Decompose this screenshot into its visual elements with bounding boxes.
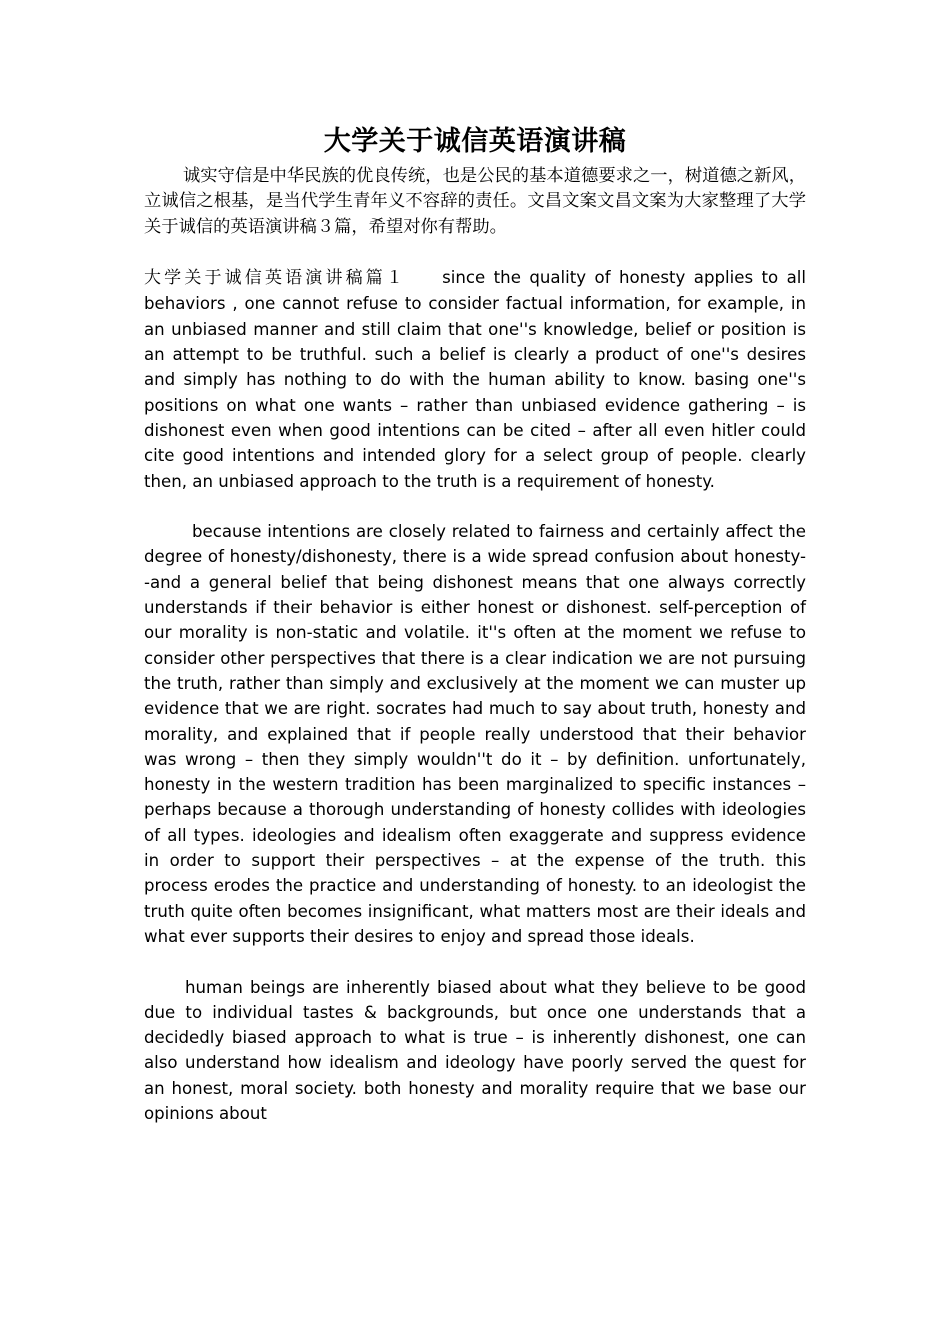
section1-heading: 大学关于诚信英语演讲稿篇１ [144,268,407,289]
section1-paragraph [144,265,806,494]
paragraph2: because intentions are closely related to fairness and certainly affect the degree of honesty/dishonesty, there is a wide spread confusion about honesty--and a general belief that being dishonest means that one always correctly understands if their behavior is either honest or dishonest. self-perception of our morality is non-static and volatile. it''s often at the moment we refuse to consider other perspectives that there is a clear indication we are not pursuing the truth, rather than simply and exclusively at the moment we can muster up evidence that we are right. socrates had much to say about truth, honesty and morality, and explained that if people really understood that their behavior was wrong – then they simply wouldn''t do it – by definition. unfortunately, honesty in the western tradition has been marginalized to specific instances – perhaps because a thorough understanding of honesty collides with ideologies of all types. ideologies and idealism often exaggerate and suppress evidence in order to support their perspectives – at the expense of the truth. this process erodes the practice and understanding of honesty. to an ideologist the truth quite often becomes insignificant, what matters most are their ideals and what ever supports their desires to enjoy and spread those ideals. [144,522,806,946]
paragraph-spacer [144,494,806,519]
document-page [144,120,806,1126]
document-title: 大学关于诚信英语演讲稿 [323,126,627,157]
intro-paragraph: 诚实守信是中华民族的优良传统，也是公民的基本道德要求之一，树道德之新风，立诚信之根基，是当代学生青年义不容辞的责任。文昌文案文昌文案为大家整理了大学关于诚信的英语演讲稿３篇，希望对你有帮助。 [144,166,806,237]
paragraph1-text: since the quality of honesty applies to all behaviors , one cannot refuse to consider factual information, for example, in an unbiased manner and still claim that one''s knowledge, belief or position is an attempt to be truthful. such a belief is clearly a product of one''s desires and simply has nothing to do with the human ability to know. basing one''s positions on what one wants – rather than unbiased evidence gathering – is dishonest even when good intentions can be cited – after all even hitler could cite good intentions and intended glory for a select group of people. clearly then, an unbiased approach to the truth is a requirement of honesty. [144,268,807,491]
paragraph-spacer [144,240,806,265]
paragraph-spacer [144,949,806,974]
paragraph3: human beings are inherently biased about what they believe to be good due to individual tastes & backgrounds, but once one understands that a decidedly biased approach to what is true – is inherently dishonest, one can also understand how idealism and ideology have poorly served the quest for an honest, moral society. both honesty and morality require that we base our opinions about [144,977,806,1123]
